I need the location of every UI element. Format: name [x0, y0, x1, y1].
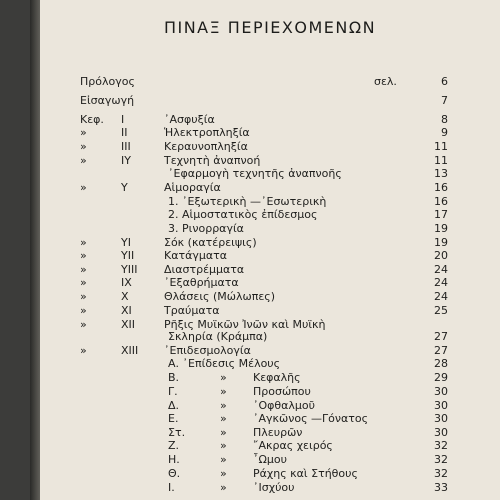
page-number: 30	[434, 399, 448, 412]
chapter-number: III	[121, 140, 131, 153]
toc-prefix: »	[80, 304, 87, 317]
toc-row	[40, 113, 500, 126]
toc-entry-title: ᾿Επιδεσμολογία	[164, 344, 251, 357]
toc-prefix: »	[80, 181, 87, 194]
page-number: 30	[434, 412, 448, 425]
ditto-mark: »	[220, 399, 227, 412]
toc-prefix: »	[80, 290, 87, 303]
toc-entry-title: 3. Ρινορραγία	[168, 222, 244, 235]
toc-entry-title: Σκληρία (Κράμπα)	[168, 330, 268, 343]
toc-row	[40, 208, 500, 221]
toc-row	[40, 236, 500, 249]
toc-subrow	[40, 385, 500, 398]
toc-entry-title: Κεφαλῆς	[253, 371, 301, 384]
sub-letter: Ε.	[168, 412, 179, 425]
toc-entry-title: ᾿Εξαθρήματα	[164, 276, 239, 289]
chapter-number: YII	[121, 249, 135, 262]
toc-entry-title: ῏Ωμου	[253, 453, 287, 466]
toc-entry-title: Διαστρέμματα	[164, 263, 245, 276]
toc-row	[40, 304, 500, 317]
page-number: 30	[434, 426, 448, 439]
sub-letter: Β.	[168, 371, 180, 384]
page-number: 32	[434, 453, 448, 466]
toc-entry-title: ῎Ακρας χειρός	[253, 439, 333, 452]
page-number: 28	[434, 357, 448, 370]
toc-prefix: »	[80, 154, 87, 167]
chapter-number: XI	[121, 304, 132, 317]
toc-prefix: »	[80, 249, 87, 262]
toc-entry-title: Τραύματα	[164, 304, 220, 317]
page-number: 6	[441, 75, 448, 88]
ditto-mark: »	[220, 453, 227, 466]
sub-letter: Στ.	[168, 426, 186, 439]
toc-entry-title: Προσώπου	[253, 385, 311, 398]
toc-entry-title: ᾿Εφαρμογὴ τεχνητῆς ἀναπνοῆς	[168, 167, 342, 180]
ditto-mark: »	[220, 412, 227, 425]
chapter-number: YI	[121, 236, 131, 249]
toc-entry-title: Ἡλεκτροπληξία	[164, 126, 250, 139]
page-number: 19	[434, 236, 448, 249]
ditto-mark: »	[220, 439, 227, 452]
toc-entry-title: 1. ᾿Εξωτερικὴ —᾿Εσωτερικὴ	[168, 195, 327, 208]
ditto-mark: »	[220, 371, 227, 384]
page-abbrev: σελ.	[374, 75, 397, 88]
page-title: ΠΙΝΑΞ ΠΕΡΙΕΧΟΜΕΝΩΝ	[163, 18, 377, 37]
toc-subrow	[40, 467, 500, 480]
toc-subrow	[40, 453, 500, 466]
toc-entry-title: Α. ᾿Επίδεσις Μέλους	[168, 357, 281, 370]
page-number: 27	[434, 330, 448, 343]
sub-letter: Η.	[168, 453, 180, 466]
page-number: 13	[434, 167, 448, 180]
page-number: 17	[434, 208, 448, 221]
ditto-mark: »	[220, 385, 227, 398]
page-number: 11	[434, 154, 448, 167]
chapter-number: I	[121, 113, 125, 126]
chapter-number: Y	[121, 181, 128, 194]
toc-entry-title: Τεχνητὴ ἀναπνοή	[164, 154, 261, 167]
chapter-number: XIII	[121, 344, 139, 357]
toc-entry-title: ᾿Ασφυξία	[164, 113, 215, 126]
ditto-mark: »	[220, 467, 227, 480]
page-number: 16	[434, 181, 448, 194]
toc-subrow	[40, 426, 500, 439]
toc-row	[40, 126, 500, 139]
toc-row	[40, 222, 500, 235]
page-number: 29	[434, 371, 448, 384]
toc-entry-title: Ρῆξις Μυϊκῶν Ἰνῶν καὶ Μυϊκὴ	[164, 318, 326, 331]
toc-row	[40, 195, 500, 208]
toc-subrow	[40, 399, 500, 412]
page-number: 11	[434, 140, 448, 153]
page-number: 30	[434, 385, 448, 398]
toc-entry-title: ᾿Οφθαλμοῦ	[253, 399, 315, 412]
toc-row	[40, 330, 500, 343]
toc-subrow	[40, 481, 500, 494]
toc-entry-title: Πρόλογος	[80, 75, 135, 88]
sub-letter: Γ.	[168, 385, 178, 398]
page-number: 32	[434, 439, 448, 452]
ditto-mark: »	[220, 426, 227, 439]
page-number: 19	[434, 222, 448, 235]
toc-entry-title: Σόκ (κατέρειψις)	[164, 236, 257, 249]
page-number: 9	[441, 126, 448, 139]
page-number: 33	[434, 481, 448, 494]
sub-letter: Ζ.	[168, 439, 180, 452]
sub-letter: Δ.	[168, 399, 180, 412]
toc-row	[40, 181, 500, 194]
document-page	[40, 0, 500, 500]
toc-subrow	[40, 439, 500, 452]
toc-entry-title: Εἰσαγωγή	[80, 94, 135, 107]
page-number: 7	[441, 94, 448, 107]
toc-entry-title: Ράχης καὶ Στήθους	[253, 467, 358, 480]
page-number: 32	[434, 467, 448, 480]
page-number: 27	[434, 344, 448, 357]
toc-prefix: »	[80, 236, 87, 249]
toc-front-row	[40, 94, 500, 107]
chapter-number: II	[121, 126, 128, 139]
chapter-number: YIII	[121, 263, 138, 276]
toc-prefix: »	[80, 126, 87, 139]
page-number: 20	[434, 249, 448, 262]
toc-entry-title: Πλευρῶν	[253, 426, 303, 439]
chapter-number: X	[121, 290, 129, 303]
toc-entry-title: ᾿Ισχύου	[253, 481, 295, 494]
toc-entry-title: 2. Αἱμοστατικὸς ἐπίδεσμος	[168, 208, 318, 221]
toc-prefix: »	[80, 318, 87, 331]
toc-row	[40, 263, 500, 276]
toc-subrow	[40, 412, 500, 425]
page-number: 8	[441, 113, 448, 126]
toc-prefix: »	[80, 140, 87, 153]
page-number: 24	[434, 290, 448, 303]
page-number: 24	[434, 276, 448, 289]
toc-row	[40, 290, 500, 303]
sub-letter: Θ.	[168, 467, 181, 480]
chapter-number: IX	[121, 276, 132, 289]
toc-subrow	[40, 371, 500, 384]
toc-row	[40, 344, 500, 357]
toc-row	[40, 276, 500, 289]
toc-row	[40, 140, 500, 153]
toc-front-row	[40, 75, 500, 88]
toc-entry-title: ᾿Αγκῶνος —Γόνατος	[253, 412, 369, 425]
toc-row	[40, 357, 500, 370]
toc-prefix: »	[80, 263, 87, 276]
toc-entry-title: Αἱμοραγία	[164, 181, 221, 194]
chapter-number: XII	[121, 318, 136, 331]
toc-prefix: »	[80, 344, 87, 357]
toc-prefix: »	[80, 276, 87, 289]
chapter-number: IY	[121, 154, 131, 167]
toc-entry-title: Κεραυνοπληξία	[164, 140, 248, 153]
page-number: 16	[434, 195, 448, 208]
toc-row	[40, 167, 500, 180]
sub-letter: Ι.	[168, 481, 175, 494]
toc-row	[40, 154, 500, 167]
page-number: 24	[434, 263, 448, 276]
toc-prefix: Κεφ.	[80, 113, 104, 126]
toc-row	[40, 249, 500, 262]
page-number: 25	[434, 304, 448, 317]
toc-entry-title: Κατάγματα	[164, 249, 227, 262]
ditto-mark: »	[220, 481, 227, 494]
toc-entry-title: Θλάσεις (Μώλωπες)	[164, 290, 276, 303]
